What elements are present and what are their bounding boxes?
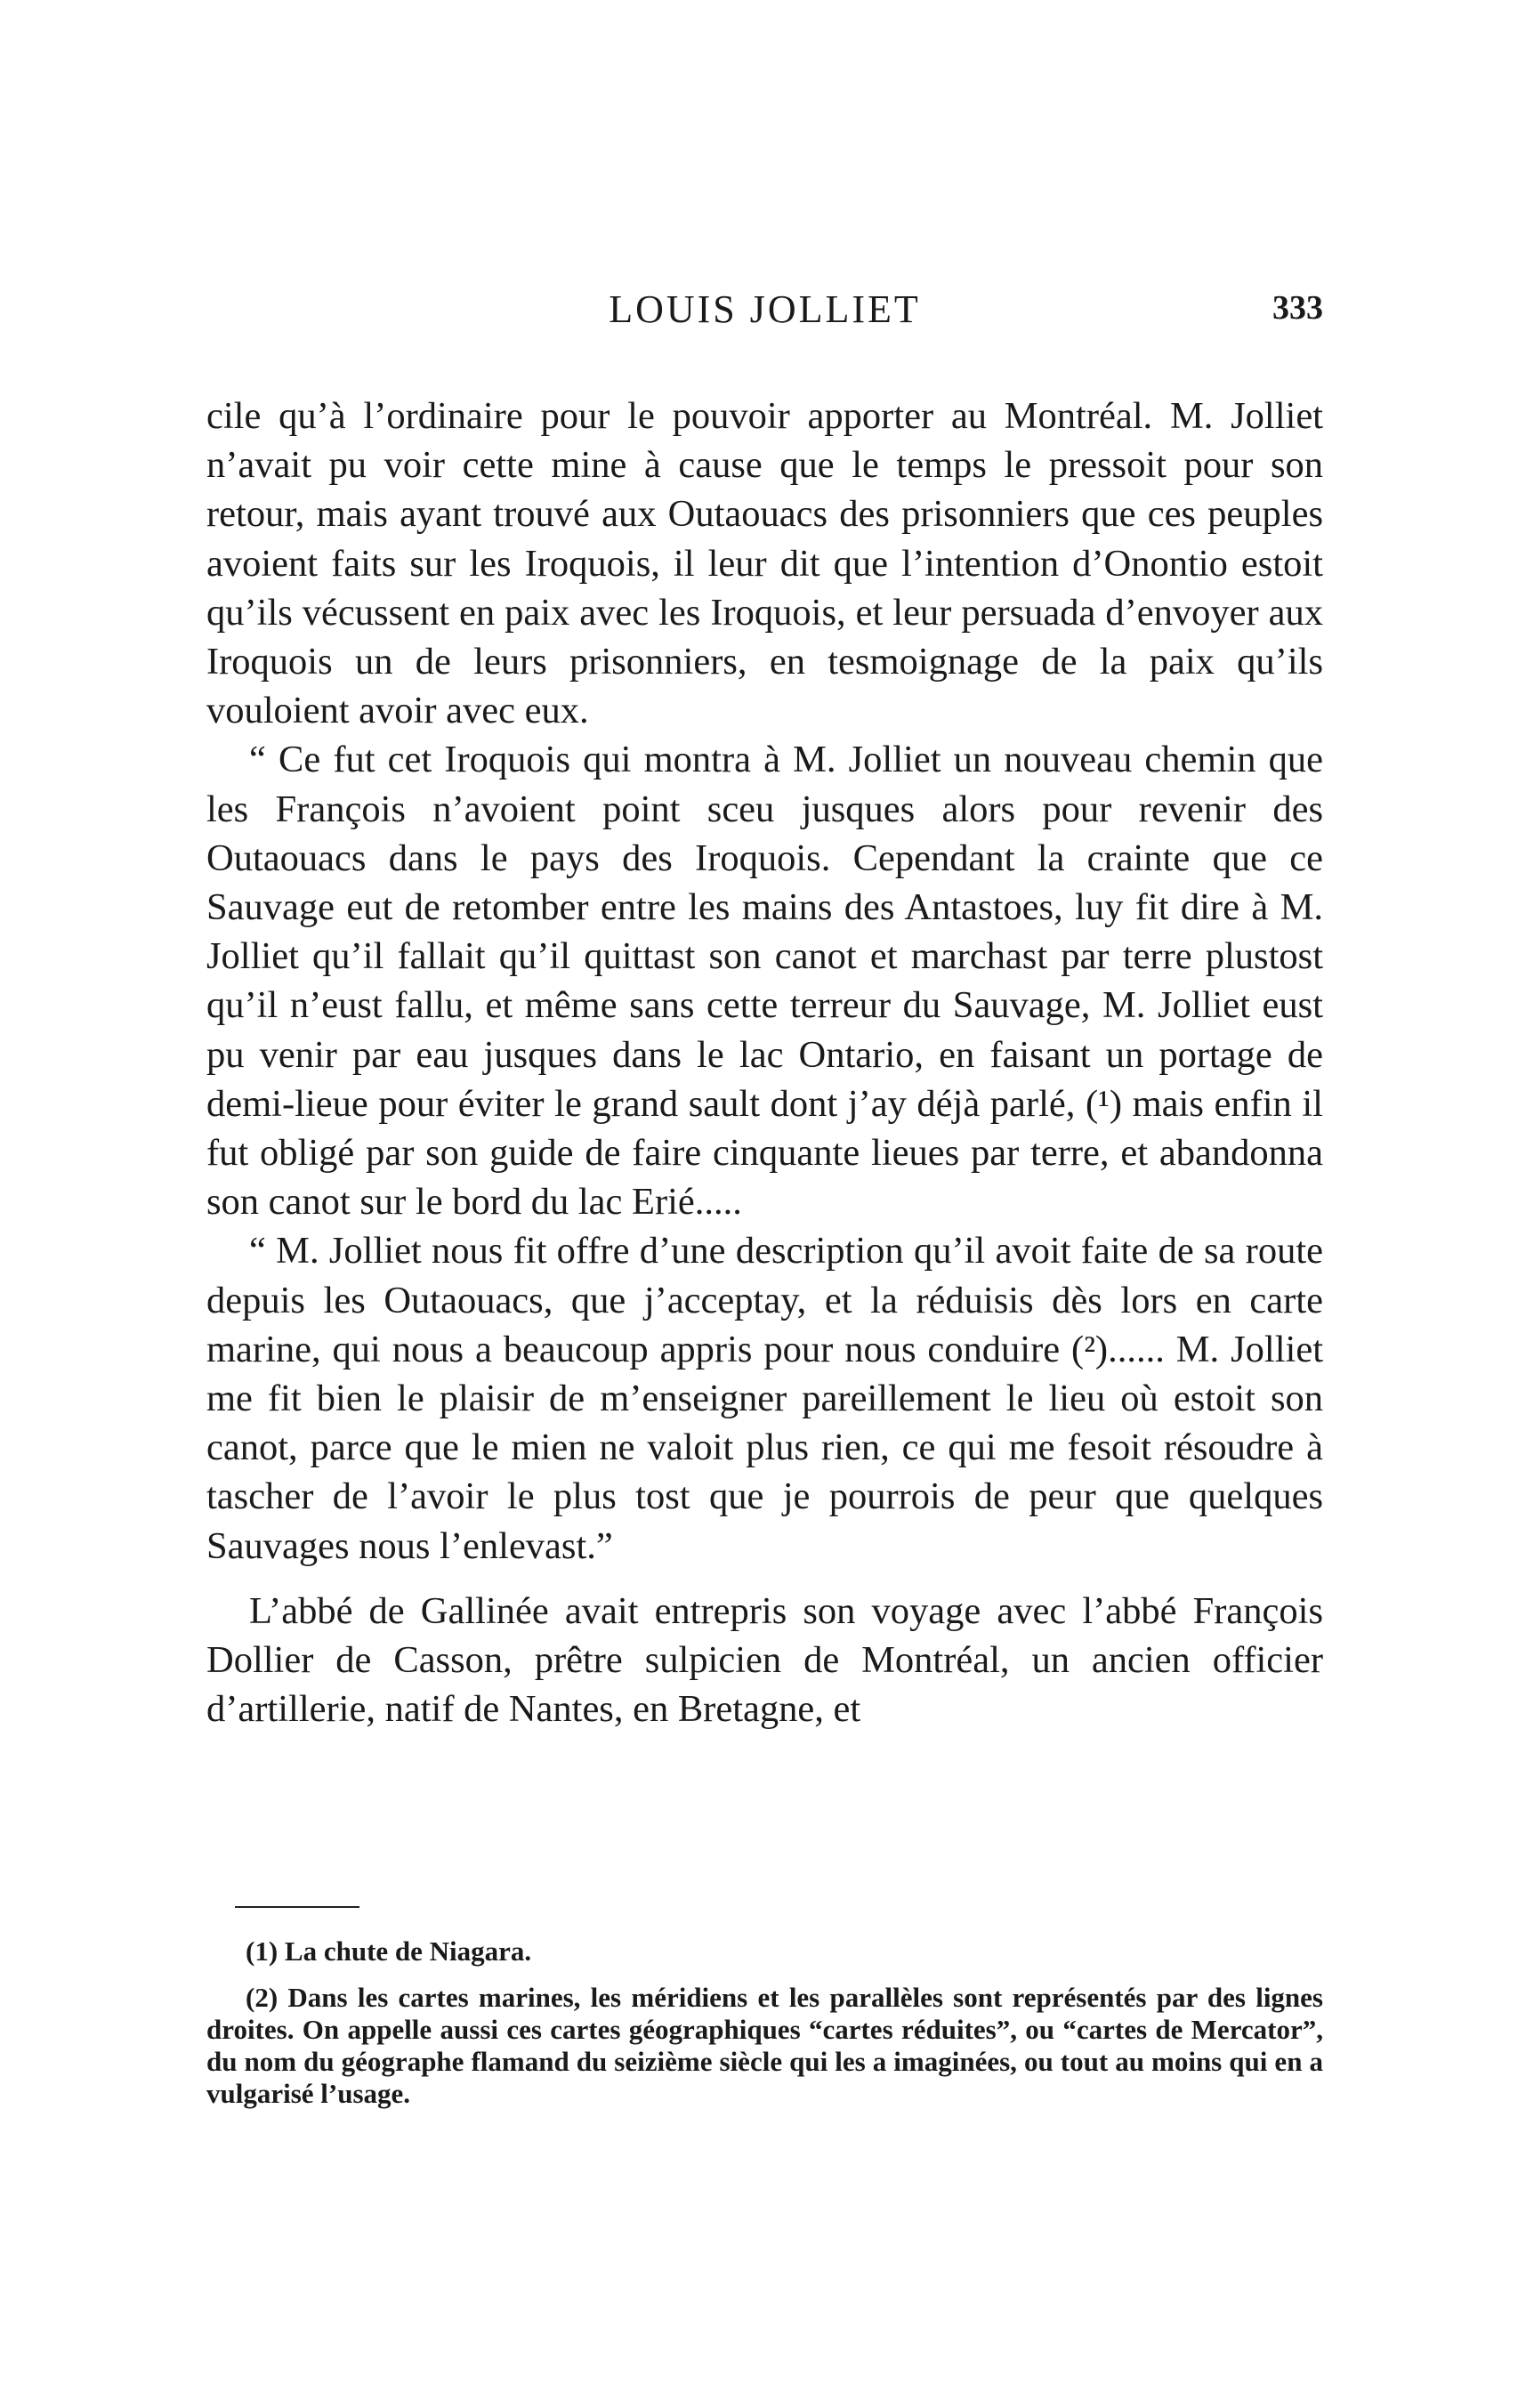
paragraph-1: cile qu’à l’ordinaire pour le pouvoir apporter au Montréal. M. Jolliet n’avait pu voir cette mine à cause que le temps le pressoit pour son retour, mais ayant trouvé aux Outaouacs des prisonniers que ces peuples avoient faits sur les Iroquois, il leur dit que l’intention d’Onontio estoit qu’ils vécussent en paix avec les Iroquois, et leur persuada d’envoyer aux Iroquois un de leurs prisonniers, en tesmoignage de la paix qu’ils vouloient avoir avec eux. — [206, 395, 1323, 732]
footnote-divider — [235, 1906, 359, 1908]
footnote-2: (2) Dans les cartes marines, les méridiens et les parallèles sont représentés par des lignes droites. On appelle aussi ces cartes géographiques “cartes réduites”, ou “cartes de Mercator”, du nom du géographe flamand du seizième siècle qui les a imaginées, ou tout au moins qui en a vulgarisé l’usage. — [206, 1982, 1323, 2109]
running-head — [206, 287, 1323, 340]
paragraph-4: L’abbé de Gallinée avait entrepris son voyage avec l’abbé François Dollier de Casson, prêtre sulpicien de Montréal, un ancien officier d’artillerie, natif de Nantes, en Bretagne, et — [206, 1589, 1323, 1731]
footnotes — [206, 1935, 1323, 2124]
body-text — [206, 392, 1323, 1733]
paragraph-3: “ M. Jolliet nous fit offre d’une description qu’il avoit faite de sa route depuis les Outaouacs, que j’acceptay, et la réduisis dès lors en carte marine, qui nous a beaucoup appris pour nous conduire (²)...... M. Jolliet me fit bien le plaisir de m’enseigner pareillement le lieu où estoit son canot, parce que le mien ne valoit plus rien, ce qui me fesoit résoudre à tascher de l’avoir le plus tost que je pourrois de peur que quelques Sauvages nous l’enlevast.” — [206, 1230, 1323, 1567]
footnote-1: (1) La chute de Niagara. — [246, 1935, 532, 1967]
paragraph-2: “ Ce fut cet Iroquois qui montra à M. Jolliet un nouveau chemin que les François n’avoient point sceu jusques alors pour revenir des Outaouacs dans le pays des Iroquois. Cependant la crainte que ce Sauvage eut de retomber entre les mains des Antastoes, luy fit dire à M. Jolliet qu’il fallait qu’il quittast son canot et marchast par terre plustost qu’il n’eust fallu, et même sans cette terreur du Sauvage, M. Jolliet eust pu venir par eau jusques dans le lac Ontario, en faisant un portage de demi-lieue pour éviter le grand sault dont j’ay déjà parlé, (¹) mais enfin il fut obligé par son guide de faire cinquante lieues par terre, et abandonna son canot sur le bord du lac Erié..... — [206, 739, 1323, 1224]
running-title: LOUIS JOLLIET — [609, 287, 921, 331]
page-number: 333 — [1272, 289, 1323, 327]
